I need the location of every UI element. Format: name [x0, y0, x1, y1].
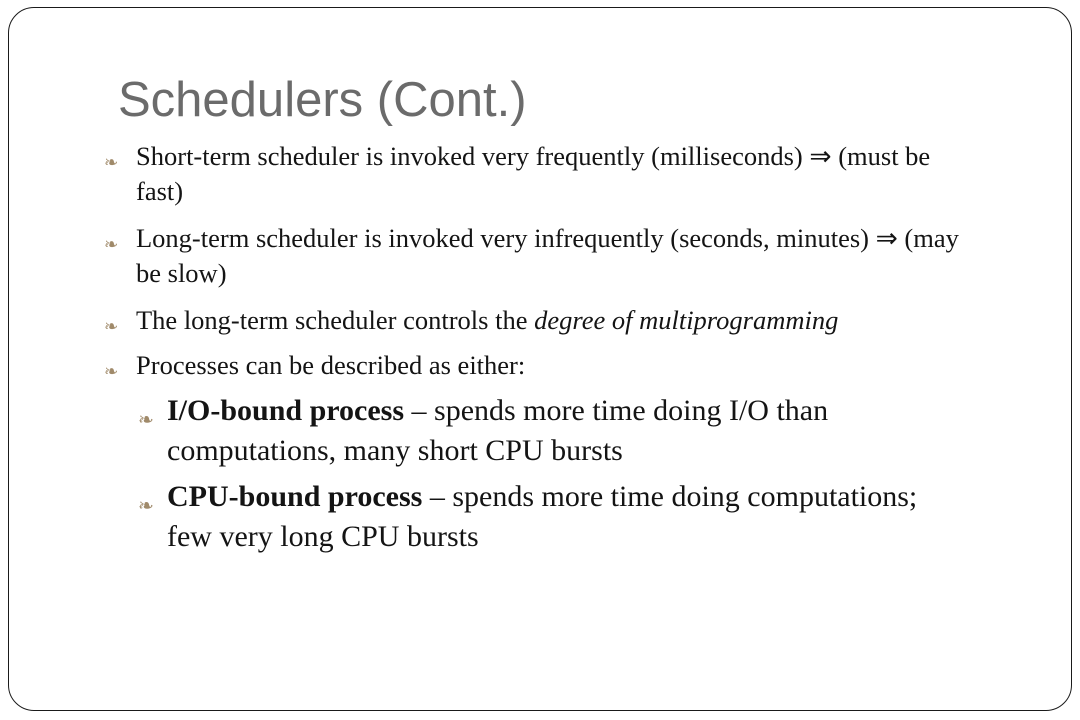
sub-bullet-rest: – spends more time doing computations; few very long CPU bursts [167, 480, 918, 553]
bullet-emphasis: degree of multiprogramming [534, 305, 839, 335]
sub-bullet-rest: – spends more time doing I/O than computations, many short CPU bursts [167, 394, 829, 467]
bullet-degree-multiprogramming [101, 303, 971, 338]
sub-bullet-term: I/O-bound process [167, 394, 405, 427]
bullet-marker-icon: ❧ [104, 362, 119, 382]
sub-bullet-term: CPU-bound process [167, 480, 423, 513]
bullet-text: Short-term scheduler is invoked very frequently (milliseconds) ⇒ (must be fast) [136, 141, 931, 206]
bullet-marker-icon: ❧ [104, 153, 119, 173]
sub-bullet-cpu-bound [135, 477, 955, 557]
bullet-marker-icon: ❧ [104, 317, 119, 337]
bullet-text: Long-term scheduler is invoked very infrequently (seconds, minutes) ⇒ (may be slow) [136, 223, 959, 288]
sub-bullet-text [135, 477, 955, 557]
sub-bullet-text [135, 391, 955, 471]
bullet-long-term [101, 221, 971, 291]
bullet-processes [101, 348, 971, 383]
bullet-marker-icon: ❧ [138, 495, 154, 517]
sub-bullet-io-bound [135, 391, 955, 471]
slide-title: Schedulers (Cont.) [118, 73, 527, 127]
bullet-short-term [101, 139, 971, 209]
bullet-text: Processes can be described as either: [136, 350, 526, 380]
bullet-text [101, 303, 971, 338]
bullet-marker-icon: ❧ [104, 235, 119, 255]
bullet-marker-icon: ❧ [138, 409, 154, 431]
bullet-prefix: The long-term scheduler controls the [136, 305, 535, 335]
